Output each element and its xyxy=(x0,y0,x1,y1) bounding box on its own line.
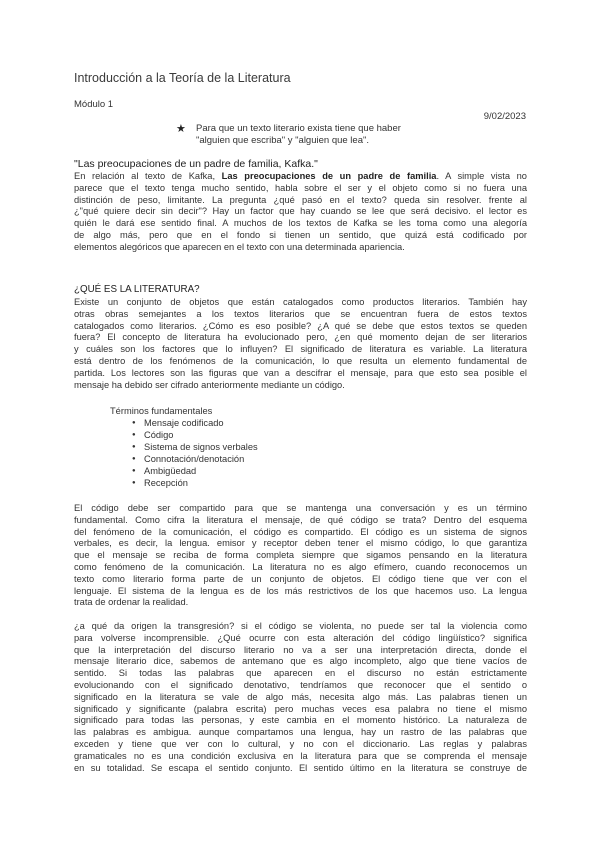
term-label: Sistema de signos verbales xyxy=(144,442,258,452)
star-note-line: Para que un texto literario exista tiene que haber xyxy=(196,123,401,134)
paragraph-line: significado en la literatura se vale de algo más, necesita algo más. Las palabras tienen un xyxy=(74,691,527,702)
text-segment: En relación al texto de Kafka, xyxy=(74,171,222,181)
bullet-icon: ● xyxy=(132,456,136,462)
star-note-line: "alguien que escriba" y "alguien que lea". xyxy=(196,135,369,146)
bullet-icon: ● xyxy=(132,480,136,486)
section-heading-kafka: "Las preocupaciones de un padre de familia, Kafka." xyxy=(74,158,318,170)
document-title: Introducción a la Teoría de la Literatura xyxy=(74,71,291,85)
bullet-icon: ● xyxy=(132,420,136,426)
paragraph-line: significado para todas las personas, y este cambia en el momento histórico. La naturaleza de xyxy=(74,715,527,726)
bullet-icon: ● xyxy=(132,468,136,474)
paragraph-code xyxy=(74,503,527,609)
section-heading-literature: ¿QUÉ ES LA LITERATURA? xyxy=(74,284,200,295)
term-item xyxy=(110,465,258,477)
paragraph-line: otras obras semejantes a los textos literarios que se encuentran fuera de estos textos xyxy=(74,308,527,319)
paragraph-line: evolucionando con el significado denotativo, tendríamos que reconocer que el sentido o xyxy=(74,679,527,690)
term-item xyxy=(110,453,258,465)
bold-title: Las preocupaciones de un padre de familia xyxy=(221,171,437,181)
paragraph-line: quién le dará ese sentido final. A muchos de los textos de Kafka se les toma como una alegoría xyxy=(74,218,527,229)
paragraph-line: parece que el texto tenga mucho sentido, habla sobre el ser y el objeto como si no fuera una xyxy=(74,182,527,193)
paragraph-line: mensaje literario dice, sabemos de antemano que es algo incompleto, algo que tiene vacíos de xyxy=(74,656,527,667)
paragraph-line: como fenómeno de la comunicación. La literatura no es algo efímero, cuando reconocemos un xyxy=(74,561,527,572)
text-segment: . A simple vista no xyxy=(436,171,527,181)
term-item xyxy=(110,429,258,441)
paragraph-line: distinción de peso, limitante. La pregunta ¿qué pasó en el texto? queda sin resolver. frente al xyxy=(74,194,527,205)
terms-list xyxy=(110,405,258,489)
paragraph-line xyxy=(74,171,527,183)
paragraph-line: ¿a qué da origen la transgresión? si el código se violenta, no puede ser tal la violencia como xyxy=(74,621,527,631)
paragraph-literature xyxy=(74,297,527,391)
paragraph-line: lenguaje. El sistema de la lengua es de los más restrictivos de los que hacemos uso. La lengua xyxy=(74,585,527,596)
term-label: Connotación/denotación xyxy=(144,454,245,464)
bullet-icon: ● xyxy=(132,444,136,450)
paragraph-line: las palabras es ambigua. aunque compartamos una lengua, hay un rastro de las palabras que xyxy=(74,727,527,738)
term-label: Recepción xyxy=(144,478,188,488)
paragraph-kafka xyxy=(74,171,527,254)
term-label: Ambigüedad xyxy=(144,466,197,476)
date: 9/02/2023 xyxy=(483,111,526,122)
term-label: Mensaje codificado xyxy=(144,418,224,428)
star-icon: ★ xyxy=(176,123,186,135)
bullet-icon: ● xyxy=(132,432,136,438)
paragraph-line: catalogados como literarios. ¿Cómo es eso posible? ¿A qué se debe que estos textos se queden xyxy=(74,320,527,331)
terms-label: Términos fundamentales xyxy=(110,406,213,416)
paragraph-line: en su totalidad. Se escapa el sentido conjunto. El sentido último en la literatura se construye de xyxy=(74,762,527,773)
paragraph-line: exceden y tiene que ver con lo cultural, y no con el diccionario. Las reglas y palabras xyxy=(74,738,527,749)
paragraph-line: del fenómeno de la comunicación, el código es compartido. El código es un sistema de signos xyxy=(74,526,527,537)
term-item xyxy=(110,477,258,489)
paragraph-line: fuera? El concepto de literatura ha evolucionado pero, ¿en qué momento dejan de ser literarios xyxy=(74,332,527,343)
paragraph-line: El código debe ser compartido para que se mantenga una conversación y es un término xyxy=(74,503,527,513)
paragraph-line: gramaticales no es una condición exclusiva en la literatura para que se comprenda el mensaje xyxy=(74,750,527,761)
paragraph-line: partida. Los lectores son las figuras que van a descifrar el mensaje, para que esto sea posible el xyxy=(74,367,527,378)
paragraph-line: trata de ordenar la realidad. xyxy=(74,597,189,608)
paragraph-line: y cuáles son los factores que lo influyen? El significado de literatura es variable. La literatura xyxy=(74,344,527,355)
paragraph-line: Existe un conjunto de objetos que están catalogados como productos literarios. También hay xyxy=(74,297,527,307)
paragraph-line: de algo más, pero que en el fondo si tienen un sentido, que quizá está codificado por xyxy=(74,229,527,240)
star-note xyxy=(176,123,436,147)
paragraph-line: elementos alegóricos que aparecen en el texto con una determinada apariencia. xyxy=(74,241,405,252)
paragraph-line: significado y significante (palabra escrita) pero muchas veces esa palabra no tiene el mismo xyxy=(74,703,527,714)
term-label: Código xyxy=(144,430,174,440)
paragraph-line: está dentro de los fenómenos de la comunicación, lo que resulta un elemento fundamental de xyxy=(74,355,527,366)
paragraph-line: que la interpretación del discurso literario no va a ser una interpretación directa, donde el xyxy=(74,644,527,655)
module-label: Módulo 1 xyxy=(74,99,114,110)
term-item xyxy=(110,417,258,429)
paragraph-line: sentido. Si todas las palabras que aparecen en el discurso no están estrictamente xyxy=(74,668,527,679)
paragraph-line: verbales, es decir, la lengua. emisor y receptor deben tener el mismo código, lo que garantiza xyxy=(74,538,527,549)
term-item xyxy=(110,441,258,453)
paragraph-line: mensaje ha debido ser cifrado anteriormente mediante un código. xyxy=(74,379,345,390)
paragraph-line: que el mensaje se reciba de forma completa siempre que sigamos pensando en la literatura xyxy=(74,550,527,561)
paragraph-transgression xyxy=(74,621,527,774)
paragraph-line: para volverse incomprensible. ¿Qué ocurre con esta alteración del código lingüístico? significa xyxy=(74,632,527,643)
paragraph-line: fundamental. Como cifra la literatura el mensaje, de qué código se trata? Dentro del esquema xyxy=(74,514,527,525)
paragraph-line: ¿"qué quiere decir sin decir"? Hay un factor que hay cuando se lee que será decisivo. el lector es xyxy=(74,206,527,217)
paragraph-line: texto como literario forma parte de un conjunto de objetos. El código tiene que ver con el xyxy=(74,573,527,584)
